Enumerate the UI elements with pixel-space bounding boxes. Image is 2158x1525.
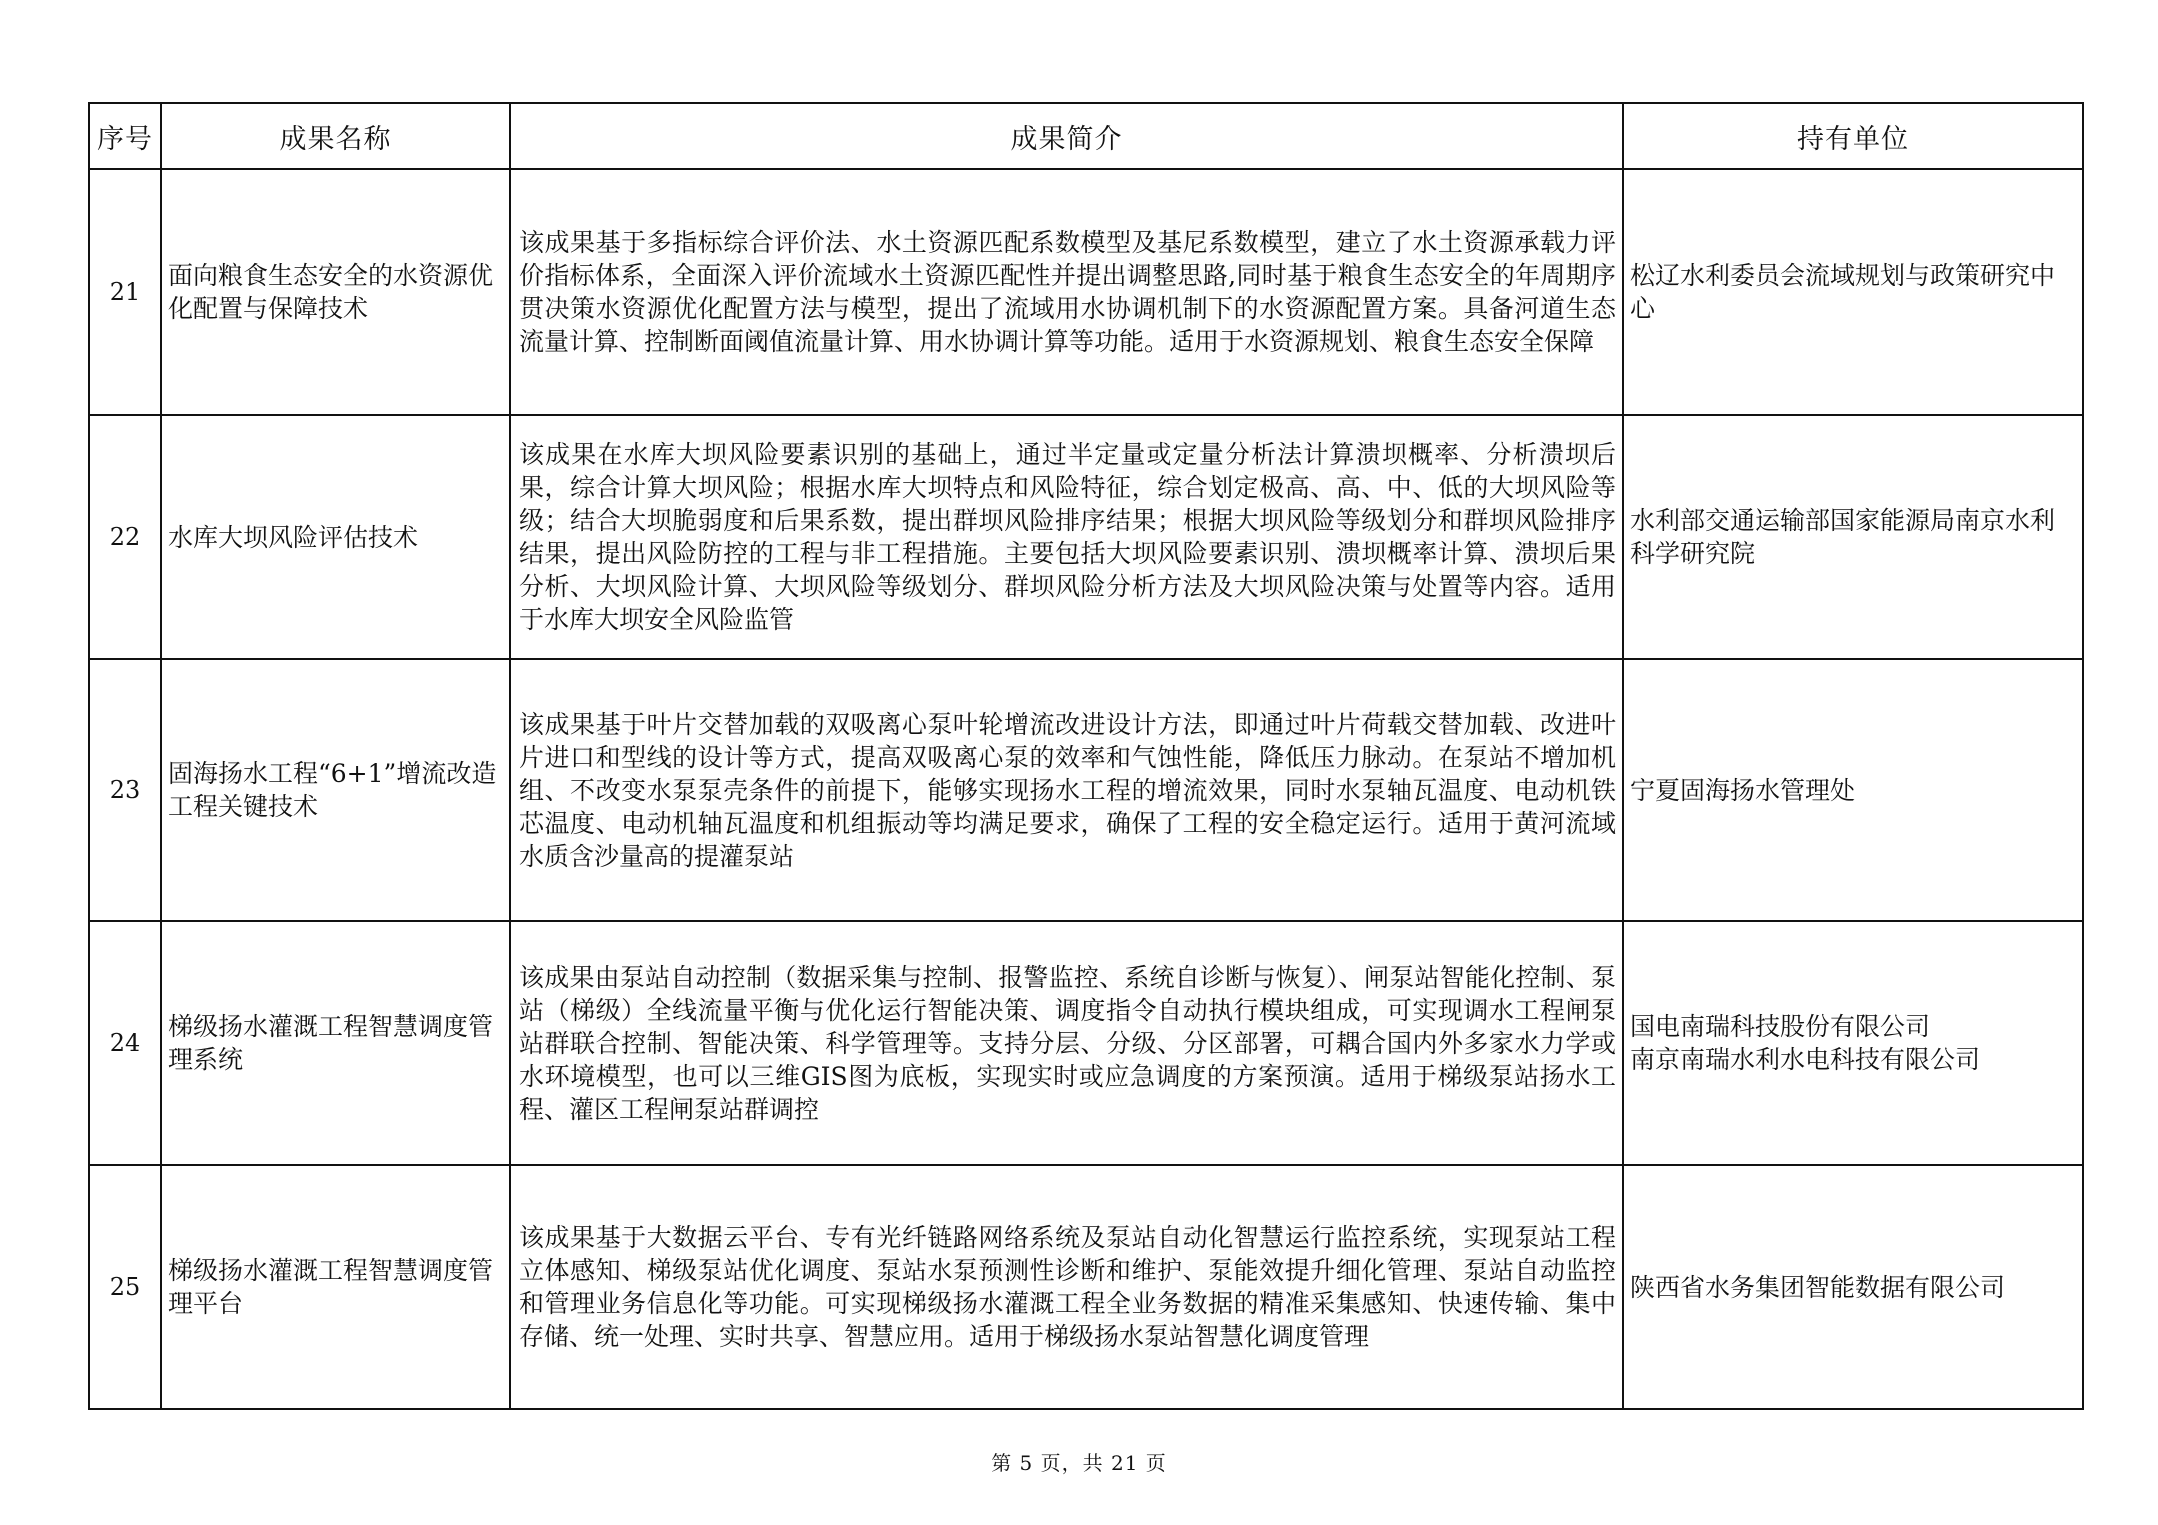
row-number: 24 (89, 921, 161, 1165)
holder-organization (1623, 921, 2083, 1165)
row-number: 23 (89, 659, 161, 921)
table-header-row (89, 103, 2083, 169)
achievement-name: 水库大坝风险评估技术 (161, 415, 510, 659)
achievement-description (510, 169, 1623, 415)
organization-line: 水利部交通运输部国家能源局南京水利科学研究院 (1630, 506, 2056, 568)
description-text: 该成果基于大数据云平台、专有光纤链路网络系统及泵站自动化智慧运行监控系统，实现泵站工程立体感知、梯级泵站优化调度、泵站水泵预测性诊断和维护、泵能效提升细化管理、泵站自动监控和管理业务信息化等功能。可实现梯级扬水灌溉工程全业务数据的精准采集感知、快速传输、集中存储、统一处理、实时共享、智慧应用。适用于梯级扬水泵站智慧化调度管理 (519, 1223, 1616, 1351)
header-no: 序号 (89, 103, 161, 169)
organization-line: 南京南瑞水利水电科技有限公司 (1630, 1045, 1981, 1074)
table-row (89, 921, 2083, 1165)
organization-line: 松辽水利委员会流域规划与政策研究中心 (1630, 261, 2056, 323)
row-number: 25 (89, 1165, 161, 1409)
organization-line: 陕西省水务集团智能数据有限公司 (1630, 1272, 2006, 1302)
holder-organization (1623, 1165, 2083, 1409)
table-row (89, 1165, 2083, 1409)
achievement-name: 固海扬水工程“6+1”增流改造工程关键技术 (161, 659, 510, 921)
description-text: 该成果由泵站自动控制（数据采集与控制、报警监控、系统自诊断与恢复）、闸泵站智能化控制、泵站（梯级）全线流量平衡与优化运行智能决策、调度指令自动执行模块组成，可实现调水工程闸泵站群联合控制、智能决策、科学管理等。支持分层、分级、分区部署，可耦合国内外多家水力学或水环境模型，也可以三维GIS图为底板，实现实时或应急调度的方案预演。适用于梯级泵站扬水工程、灌区工程闸泵站群调控 (519, 962, 1616, 1124)
table-row (89, 659, 2083, 921)
table-row (89, 415, 2083, 659)
achievements-table (88, 102, 2084, 1410)
holder-organization (1623, 169, 2083, 415)
organization-line: 国电南瑞科技股份有限公司 (1630, 1012, 1931, 1041)
achievement-description (510, 659, 1623, 921)
achievement-description (510, 415, 1623, 659)
achievement-description (510, 921, 1623, 1165)
header-org: 持有单位 (1623, 103, 2083, 169)
achievement-name: 面向粮食生态安全的水资源优化配置与保障技术 (161, 169, 510, 415)
header-name: 成果名称 (161, 103, 510, 169)
row-number: 22 (89, 415, 161, 659)
organization-line: 宁夏固海扬水管理处 (1630, 775, 1856, 805)
achievement-name: 梯级扬水灌溉工程智慧调度管理平台 (161, 1165, 510, 1409)
table-row (89, 169, 2083, 415)
achievement-name: 梯级扬水灌溉工程智慧调度管理系统 (161, 921, 510, 1165)
description-text: 该成果基于叶片交替加载的双吸离心泵叶轮增流改进设计方法，即通过叶片荷载交替加载、改进叶片进口和型线的设计等方式，提高双吸离心泵的效率和气蚀性能，降低压力脉动。在泵站不增加机组、不改变水泵泵壳条件的前提下，能够实现扬水工程的增流效果，同时水泵轴瓦温度、电动机铁芯温度、电动机轴瓦温度和机组振动等均满足要求，确保了工程的安全稳定运行。适用于黄河流域水质含沙量高的提灌泵站 (519, 709, 1616, 871)
achievement-description (510, 1165, 1623, 1409)
description-text: 该成果基于多指标综合评价法、水土资源匹配系数模型及基尼系数模型，建立了水土资源承载力评价指标体系，全面深入评价流域水土资源匹配性并提出调整思路,同时基于粮食生态安全的年周期序贯决策水资源优化配置方法与模型，提出了流域用水协调机制下的水资源配置方案。具备河道生态流量计算、控制断面阈值流量计算、用水协调计算等功能。适用于水资源规划、粮食生态安全保障 (519, 228, 1616, 356)
holder-organization (1623, 659, 2083, 921)
header-desc: 成果简介 (510, 103, 1623, 169)
description-text: 该成果在水库大坝风险要素识别的基础上，通过半定量或定量分析法计算溃坝概率、分析溃坝后果，综合计算大坝风险；根据水库大坝特点和风险特征，综合划定极高、高、中、低的大坝风险等级；结合大坝脆弱度和后果系数，提出群坝风险排序结果；根据大坝风险等级划分和群坝风险排序结果，提出风险防控的工程与非工程措施。主要包括大坝风险要素识别、溃坝概率计算、溃坝后果分析、大坝风险计算、大坝风险等级划分、群坝风险分析方法及大坝风险决策与处置等内容。适用于水库大坝安全风险监管 (519, 440, 1616, 634)
holder-organization (1623, 415, 2083, 659)
page-footer: 第 5 页，共 21 页 (991, 1451, 1167, 1475)
row-number: 21 (89, 169, 161, 415)
